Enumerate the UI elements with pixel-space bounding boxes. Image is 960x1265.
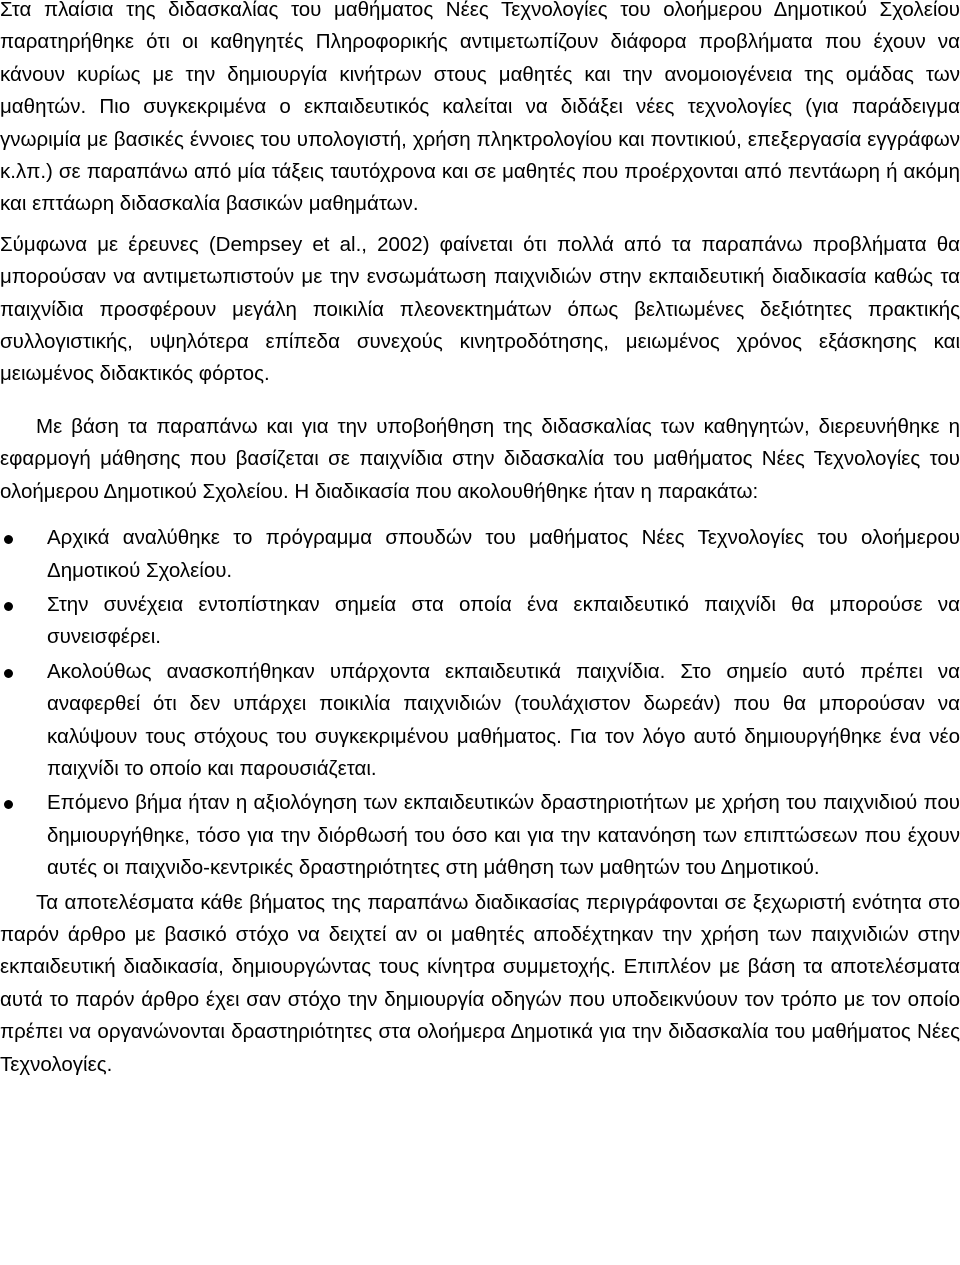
list-item-text: Επόμενο βήμα ήταν η αξιολόγηση των εκπαιδευτικών δραστηριοτήτων με χρήση του παιχνιδιού που δημιουργήθηκε, τόσο για την διόρθωσή του όσο και για την κατανόηση των επιπτώσεων που έχουν αυτές οι παιχνιδο-κεντρικές δραστηριότητες στη μάθηση των μαθητών του Δημοτικού. (47, 791, 960, 880)
list-item (0, 522, 960, 587)
research-paragraph: Σύμφωνα με έρευνες (Dempsey et al., 2002) φαίνεται ότι πολλά από τα παραπάνω προβλήματα θα μπορούσαν να αντιμετωπιστούν με την ενσωμάτωση παιχνιδιών στην εκπαιδευτική διαδικασία καθώς τα παιχνίδια προσφέρουν μεγάλη ποικιλία πλεονεκτημάτων όπως βελτιωμένες δεξιότητες πρακτικής συλλογιστικής, υψηλότερα επίπεδα συνεχούς κινητροδότησης, μειωμένος χρόνος εξάσκησης και μειωμένος διδακτικός φόρτος. (0, 232, 960, 386)
list-item-text: Ακολούθως ανασκοπήθηκαν υπάρχοντα εκπαιδευτικά παιχνίδια. Στο σημείο αυτό πρέπει να αναφερθεί ότι δεν υπάρχει ποικιλία παιχνιδιών (τουλάχιστον δωρεάν) που θα μπορούσαν να καλύψουν τους στόχους του συγκεκριμένου μαθήματος. Για τον λόγο αυτό δημιουργήθηκε ένα νέο παιχνίδι το οποίο και παρουσιάζεται. (47, 659, 960, 780)
closing-paragraph: Τα αποτελέσματα κάθε βήματος της παραπάνω διαδικασίας περιγράφονται σε ξεχωριστή ενότητα στο παρόν άρθρο με βασικό στόχο να δειχτεί αν οι μαθητές αποδέχτηκαν την χρήση των παιχνιδιών στην εκπαιδευτική διαδικασία, δημιουργώντας τους κίνητρα συμμετοχής. Επιπλέον με βάση τα αποτελέσματα αυτά το παρόν άρθρο έχει σαν στόχο την δημιουργία οδηγών που υποδεικνύουν τον τρόπο με τον οποίο πρέπει να οργανώνονται δραστηριότητες στα ολοήμερα Δημοτικά για την διδασκαλία του μαθήματος Νέες Τεχνολογίες. (0, 890, 960, 1076)
list-item (0, 656, 960, 786)
bullet-icon (4, 602, 13, 611)
bullet-icon (4, 800, 13, 809)
bullet-icon (4, 535, 13, 544)
list-item (0, 589, 960, 654)
procedure-steps-list (0, 522, 960, 884)
list-item-text: Στην συνέχεια εντοπίστηκαν σημεία στα οποία ένα εκπαιδευτικό παιχνίδι θα μπορούσε να συνεισφέρει. (47, 592, 960, 649)
intro-paragraph: Στα πλαίσια της διδασκαλίας του μαθήματος Νέες Τεχνολογίες του ολοήμερου Δημοτικού Σχολείου παρατηρήθηκε ότι οι καθηγητές Πληροφορικής αντιμετωπίζουν διάφορα προβλήματα που έχουν να κάνουν κυρίως με την δημιουργία κινήτρων στους μαθητές και την ανομοιογένεια της ομάδας των μαθητών. Πιο συγκεκριμένα ο εκπαιδευτικός καλείται να διδάξει νέες τεχνολογίες (για παράδειγμα γνωριμία με βασικές έννοιες του υπολογιστή, χρήση πληκτρολογίου και ποντικιού, επεξεργασία εγγράφων κ.λπ.) σε παραπάνω από μία τάξεις ταυτόχρονα και σε μαθητές που προέρχονται από πεντάωρη ή ακόμη και επτάωρη διδασκαλία βασικών μαθημάτων. (0, 0, 960, 216)
list-item (0, 787, 960, 884)
bullet-icon (4, 669, 13, 678)
procedure-paragraph: Με βάση τα παραπάνω και για την υποβοήθηση της διδασκαλίας των καθηγητών, διερευνήθηκε η εφαρμογή μάθησης που βασίζεται σε παιχνίδια στην διδασκαλία του μαθήματος Νέες Τεχνολογίες του ολοήμερου Δημοτικού Σχολείου. Η διαδικασία που ακολουθήθηκε ήταν η παρακάτω: (0, 414, 960, 503)
list-item-text: Αρχικά αναλύθηκε το πρόγραμμα σπουδών του μαθήματος Νέες Τεχνολογίες του ολοήμερου Δημοτικού Σχολείου. (47, 526, 960, 582)
